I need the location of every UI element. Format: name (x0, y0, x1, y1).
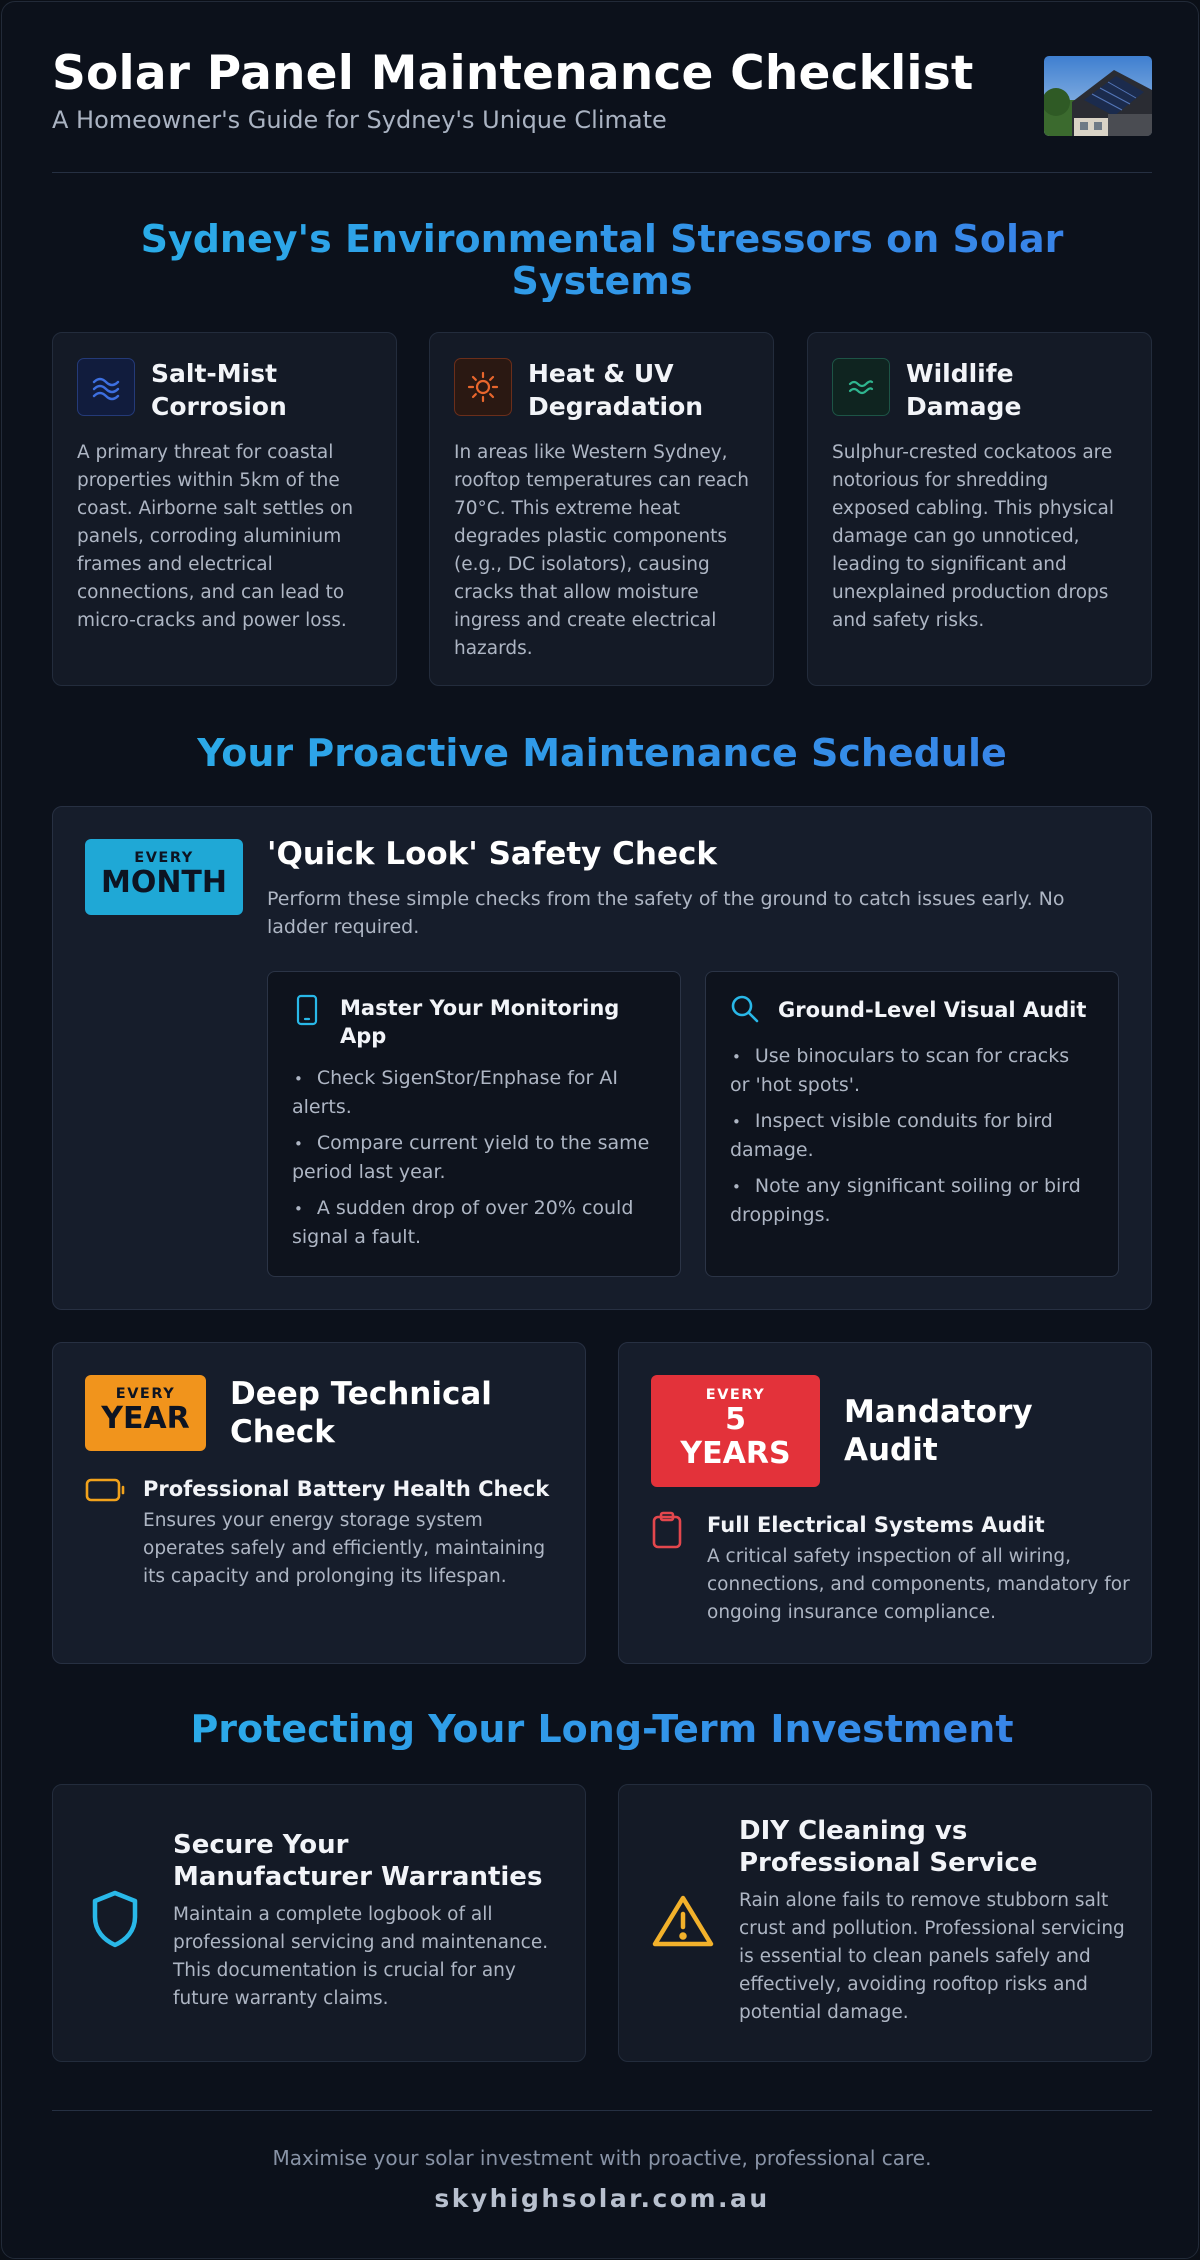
house-solar-image (1044, 56, 1152, 136)
monthly-desc: Perform these simple checks from the safety of the ground to catch issues early. No ladder required. (267, 888, 1065, 938)
stressor-card-heat (429, 332, 774, 686)
battery-icon (85, 1477, 127, 1591)
list-item: • Inspect visible conduits for bird damage. (730, 1107, 1094, 1164)
badge-big-label: YEAR (101, 1401, 190, 1436)
stressor-card-wildlife (807, 332, 1152, 686)
list-item: • Note any significant soiling or bird droppings. (730, 1172, 1094, 1229)
stressor-title: Heat & UV Degradation (528, 359, 704, 421)
shield-icon (89, 1889, 141, 1953)
yearly-check-card (52, 1342, 586, 1664)
five-year-title: Mandatory Audit (844, 1394, 1033, 1468)
badge-small-label: EVERY (115, 1386, 176, 1402)
badge-small-label: EVERY (705, 1387, 766, 1403)
list-item: • Compare current yield to the same period last year. (292, 1129, 656, 1186)
five-year-audit-card (618, 1342, 1152, 1664)
badge-big-label: YEARS (680, 1436, 791, 1471)
cleaning-desc: Rain alone fails to remove stubborn salt crust and pollution. Professional servicing is essential to clean panels safely and effectively, avoiding rooftop risks and potential damage. (739, 1890, 1125, 2023)
stressor-body: In areas like Western Sydney, rooftop temperatures can reach 70°C. This extreme heat degrades plastic components (e.g., DC isolators), causing cracks that allow moisture ingress and create electrical hazards. (454, 442, 749, 659)
badge-small-label: EVERY (134, 850, 194, 866)
sun-icon (454, 358, 512, 416)
stressor-title: Salt-Mist Corrosion (151, 359, 287, 421)
stressors-heading: Sydney's Environmental Stressors on Solar Systems (52, 218, 1152, 302)
footer-tagline: Maximise your solar investment with proactive, professional care. (272, 2146, 932, 2170)
cleaning-card (618, 1784, 1152, 2062)
warranty-card (52, 1784, 586, 2062)
warning-icon (651, 1893, 715, 1953)
tablet-icon (292, 994, 322, 1028)
stressor-body: A primary threat for coastal properties within 5km of the coast. Airborne salt settles on panels, corroding aluminium frames and electrical connections, and can lead to micro-cracks and power loss. (77, 442, 354, 631)
box-title: Master Your Monitoring App (340, 996, 620, 1048)
list-item: • A sudden drop of over 20% could signal a fault. (292, 1194, 656, 1251)
header (52, 46, 1152, 136)
header-divider (52, 172, 1152, 173)
page-title: Solar Panel Maintenance Checklist (52, 46, 974, 101)
footer-divider (52, 2110, 1152, 2111)
page-frame (1, 1, 1199, 2259)
stressor-body: Sulphur-crested cockatoos are notorious for shredding exposed cabling. This physical damage can go unnoticed, leading to significant and unexplained production drops and safety risks. (832, 442, 1114, 631)
badge-big-label: MONTH (100, 865, 228, 900)
stressor-title: Wildlife Damage (906, 359, 1022, 421)
monthly-badge (85, 839, 243, 915)
yearly-badge (85, 1375, 206, 1451)
list-item: • Use binoculars to scan for cracks or 'hot spots'. (730, 1042, 1094, 1099)
monthly-check-card (52, 806, 1152, 1310)
badge-big-number: 5 (725, 1402, 746, 1437)
warranty-desc: Maintain a complete logbook of all professional servicing and maintenance. This documentation is crucial for any future warranty claims. (173, 1904, 549, 2009)
clipboard-icon (651, 1511, 683, 1627)
feature-title: Full Electrical Systems Audit (707, 1513, 1045, 1537)
footer-url[interactable]: skyhighsolar.com.au (434, 2184, 770, 2213)
stressor-card-salt (52, 332, 397, 686)
monthly-title: 'Quick Look' Safety Check (267, 836, 717, 872)
five-year-badge (651, 1375, 820, 1487)
visual-audit-box (705, 971, 1119, 1277)
yearly-title: Deep Technical Check (230, 1376, 492, 1450)
warranty-title: Secure Your Manufacturer Warranties (173, 1830, 543, 1892)
feature-desc: Ensures your energy storage system operates safely and efficiently, maintaining its capacity and prolonging its lifespan. (143, 1510, 546, 1587)
waves-icon (77, 358, 135, 416)
visual-audit-list (730, 1042, 1094, 1229)
page-subtitle: A Homeowner's Guide for Sydney's Unique Climate (52, 106, 667, 134)
search-icon (730, 994, 760, 1028)
monitoring-list (292, 1064, 656, 1251)
box-title: Ground-Level Visual Audit (778, 998, 1087, 1022)
wind-icon (832, 358, 890, 416)
schedule-heading: Your Proactive Maintenance Schedule (52, 732, 1152, 774)
investment-heading: Protecting Your Long-Term Investment (52, 1708, 1152, 1750)
list-item: • Check SigenStor/Enphase for AI alerts. (292, 1064, 656, 1121)
feature-title: Professional Battery Health Check (143, 1477, 550, 1501)
monitoring-app-box (267, 971, 681, 1277)
feature-desc: A critical safety inspection of all wiring, connections, and components, mandatory for ongoing insurance compliance. (707, 1546, 1130, 1623)
cleaning-title: DIY Cleaning vs Professional Service (739, 1816, 1038, 1878)
